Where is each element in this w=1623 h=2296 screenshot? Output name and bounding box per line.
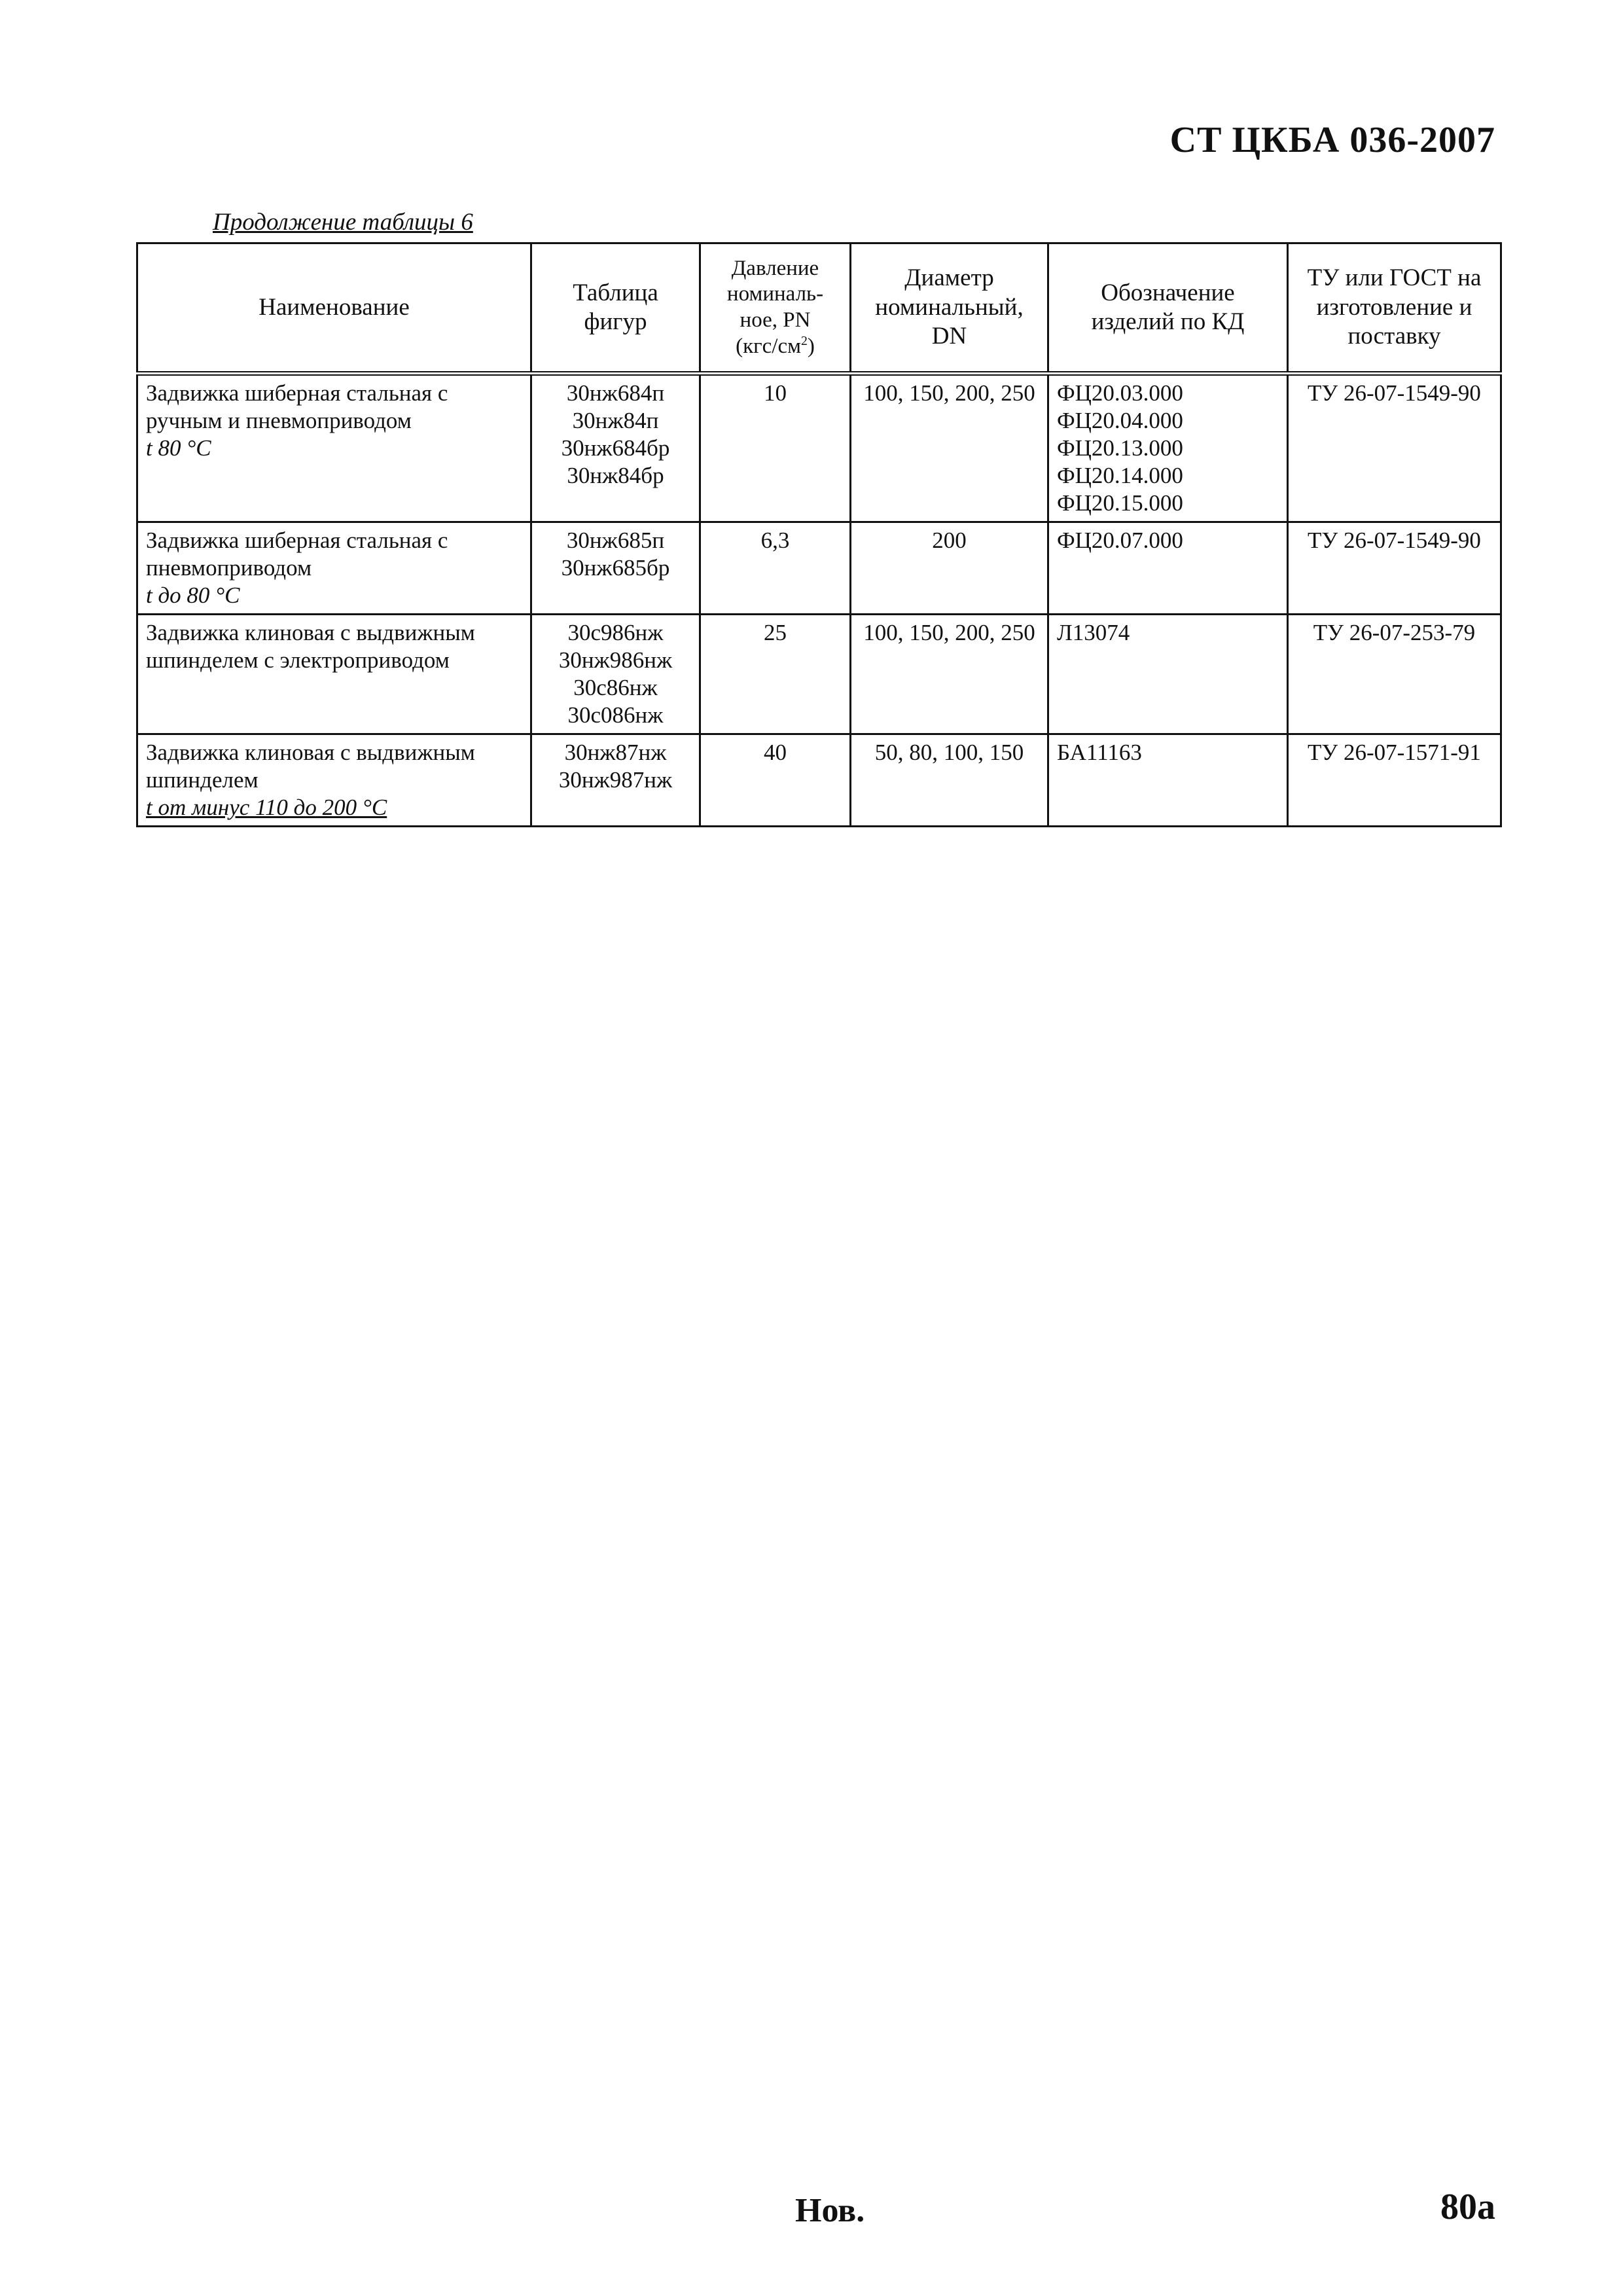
cell-name: [137, 374, 531, 522]
cell-diameter: 200: [851, 522, 1048, 615]
cell-pressure: 10: [700, 374, 851, 522]
figure-code: 30нж84бр: [567, 463, 664, 488]
figure-code: 30нж87нж: [564, 740, 667, 765]
cell-name: [137, 615, 531, 734]
designation-code: ФЦ20.03.000: [1057, 380, 1183, 406]
cell-spec: ТУ 26-07-253-79: [1288, 615, 1501, 734]
table-row: [137, 734, 1501, 827]
valve-name: Задвижка клиновая с выдвижным шпинделем: [146, 740, 475, 793]
cell-figures: [531, 522, 700, 615]
cell-designation: [1048, 522, 1288, 615]
designation-code: Л13074: [1057, 620, 1130, 645]
valve-temperature: t 80 °С: [146, 435, 211, 461]
header-figures: Таблица фигур: [531, 243, 700, 374]
designation-code: ФЦ20.07.000: [1057, 528, 1183, 553]
header-spec: ТУ или ГОСТ на изготовление и поставку: [1288, 243, 1501, 374]
cell-pressure: 40: [700, 734, 851, 827]
header-name: Наименование: [137, 243, 531, 374]
valves-table: [136, 242, 1502, 827]
cell-pressure: 25: [700, 615, 851, 734]
valve-name: Задвижка клиновая с выдвижным шпинделем с электроприводом: [146, 620, 475, 673]
header-pressure-close: ): [807, 334, 815, 358]
valve-temperature: t до 80 °С: [146, 583, 240, 608]
header-pressure: [700, 243, 851, 374]
cell-figures: [531, 615, 700, 734]
figure-code: 30с986нж: [567, 620, 664, 645]
cell-spec: ТУ 26-07-1571-91: [1288, 734, 1501, 827]
cell-name: [137, 522, 531, 615]
table-row: [137, 522, 1501, 615]
cell-designation: [1048, 615, 1288, 734]
header-pressure-sup: 2: [801, 333, 808, 348]
cell-designation: [1048, 374, 1288, 522]
figure-code: 30с086нж: [567, 702, 664, 728]
valve-name: Задвижка шиберная стальная с ручным и пневмоприводом: [146, 380, 448, 433]
designation-code: ФЦ20.13.000: [1057, 435, 1183, 461]
header-pressure-label: Давление номиналь-ное, PN: [726, 256, 824, 332]
cell-name: [137, 734, 531, 827]
valve-name: Задвижка шиберная стальная с пневмоприводом: [146, 528, 448, 581]
cell-figures: [531, 374, 700, 522]
cell-diameter: 100, 150, 200, 250: [851, 615, 1048, 734]
header-designation: Обозначение изделий по КД: [1048, 243, 1288, 374]
cell-diameter: 50, 80, 100, 150: [851, 734, 1048, 827]
figure-code: 30нж685п: [566, 528, 665, 553]
figure-code: 30нж685бр: [561, 555, 670, 581]
valve-temperature: t от минус 110 до 200 °С: [146, 795, 387, 820]
header-diameter: Диаметр номинальный, DN: [851, 243, 1048, 374]
table-caption: Продолжение таблицы 6: [213, 209, 473, 236]
document-code: СТ ЦКБА 036-2007: [1169, 120, 1495, 160]
table-header-row: [137, 243, 1501, 374]
cell-figures: [531, 734, 700, 827]
table-row: [137, 374, 1501, 522]
cell-pressure: 6,3: [700, 522, 851, 615]
designation-code: ФЦ20.15.000: [1057, 490, 1183, 516]
figure-code: 30нж684бр: [561, 435, 670, 461]
table-row: [137, 615, 1501, 734]
cell-designation: [1048, 734, 1288, 827]
figure-code: 30нж84п: [572, 408, 659, 433]
figure-code: 30нж684п: [566, 380, 665, 406]
cell-spec: ТУ 26-07-1549-90: [1288, 374, 1501, 522]
figure-code: 30с86нж: [573, 675, 658, 700]
header-pressure-unit: (кгс/см: [736, 334, 801, 358]
figure-code: 30нж987нж: [558, 767, 673, 793]
cell-spec: ТУ 26-07-1549-90: [1288, 522, 1501, 615]
figure-code: 30нж986нж: [558, 647, 673, 673]
designation-code: ФЦ20.04.000: [1057, 408, 1183, 433]
cell-diameter: 100, 150, 200, 250: [851, 374, 1048, 522]
revision-mark: Нов.: [795, 2192, 865, 2229]
designation-code: БА11163: [1057, 740, 1142, 765]
designation-code: ФЦ20.14.000: [1057, 463, 1183, 488]
page-number: 80а: [1440, 2187, 1495, 2227]
